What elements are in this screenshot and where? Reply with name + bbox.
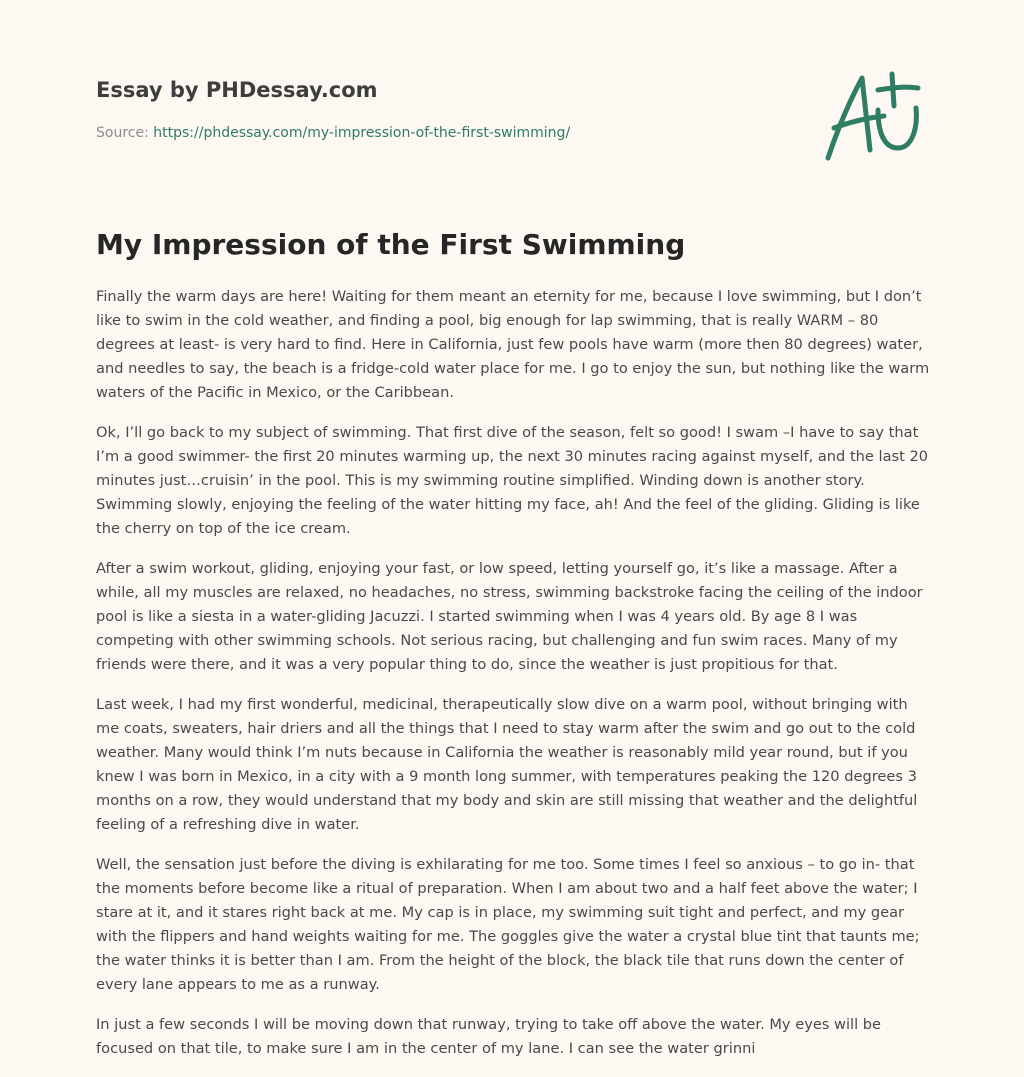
essay-title: My Impression of the First Swimming <box>96 228 686 261</box>
source-label: Source: <box>96 125 149 141</box>
source-line <box>96 124 570 142</box>
essay-body <box>96 285 931 1077</box>
essay-paragraph: Last week, I had my first wonderful, medicinal, therapeutically slow dive on a warm pool, without bringing with me coats, sweaters, hair driers and all the things that I need to stay warm after the swim and go out to the cold weather. Many would think I’m nuts because in California the weather is reasonably mild year round, but if you knew I was born in Mexico, in a city with a 9 month long summer, with temperatures peaking the 120 degrees 3 months on a row, they would understand that my body and skin are still missing that weather and the delightful feeling of a refreshing dive in water. <box>96 696 918 833</box>
site-brand: Essay by PHDessay.com <box>96 78 378 102</box>
essay-paragraph: Ok, I’ll go back to my subject of swimming. That first dive of the season, felt so good! I swam –I have to say that I’m a good swimmer- the first 20 minutes warming up, the next 30 minutes racing against myself, and the last 20 minutes just…cruisin’ in the pool. This is my swimming routine simplified. Winding down is another story. Swimming slowly, enjoying the feeling of the water hitting my face, ah! And the feel of the gliding. Gliding is like the cherry on top of the ice cream. <box>96 424 929 537</box>
source-link[interactable]: https://phdessay.com/my-impression-of-the-first-swimming/ <box>153 125 571 141</box>
essay-paragraph: Well, the sensation just before the diving is exhilarating for me too. Some times I feel so anxious – to go in- that the moments before become like a ritual of preparation. When I am about two and a half feet above the water; I stare at it, and it stares right back at me. My cap is in place, my swimming suit tight and perfect, and my gear with the flippers and hand weights waiting for me. The goggles give the water a crystal blue tint that taunts me; the water thinks it is better than I am. From the height of the block, the black tile that runs down the center of every lane appears to me as a runway. <box>96 856 920 993</box>
essay-paragraph: Finally the warm days are here! Waiting for them meant an eternity for me, because I love swimming, but I don’t like to swim in the cold weather, and finding a pool, big enough for lap swimming, that is really WARM – 80 degrees at least- is very hard to find. Here in California, just few pools have warm (more then 80 degrees) water, and needles to say, the beach is a fridge-cold water place for me. I go to enjoy the sun, but nothing like the warm waters of the Pacific in Mexico, or the Caribbean. <box>96 288 930 401</box>
essay-paragraph: After a swim workout, gliding, enjoying your fast, or low speed, letting yourself go, it’s like a massage. After a while, all my muscles are relaxed, no headaches, no stress, swimming backstroke facing the ceiling of the indoor pool is like a siesta in a water-gliding Jacuzzi. I started swimming when I was 4 years old. By age 8 I was competing with other swimming schools. Not serious racing, but challenging and fun swim races. Many of my friends were there, and it was a very popular thing to do, since the weather is just propitious for that. <box>96 560 923 673</box>
a-plus-logo-icon <box>818 66 930 166</box>
essay-paragraph: In just a few seconds I will be moving down that runway, trying to take off above the water. My eyes will be focused on that tile, to make sure I am in the center of my lane. I can see the water grinni <box>96 1016 882 1057</box>
